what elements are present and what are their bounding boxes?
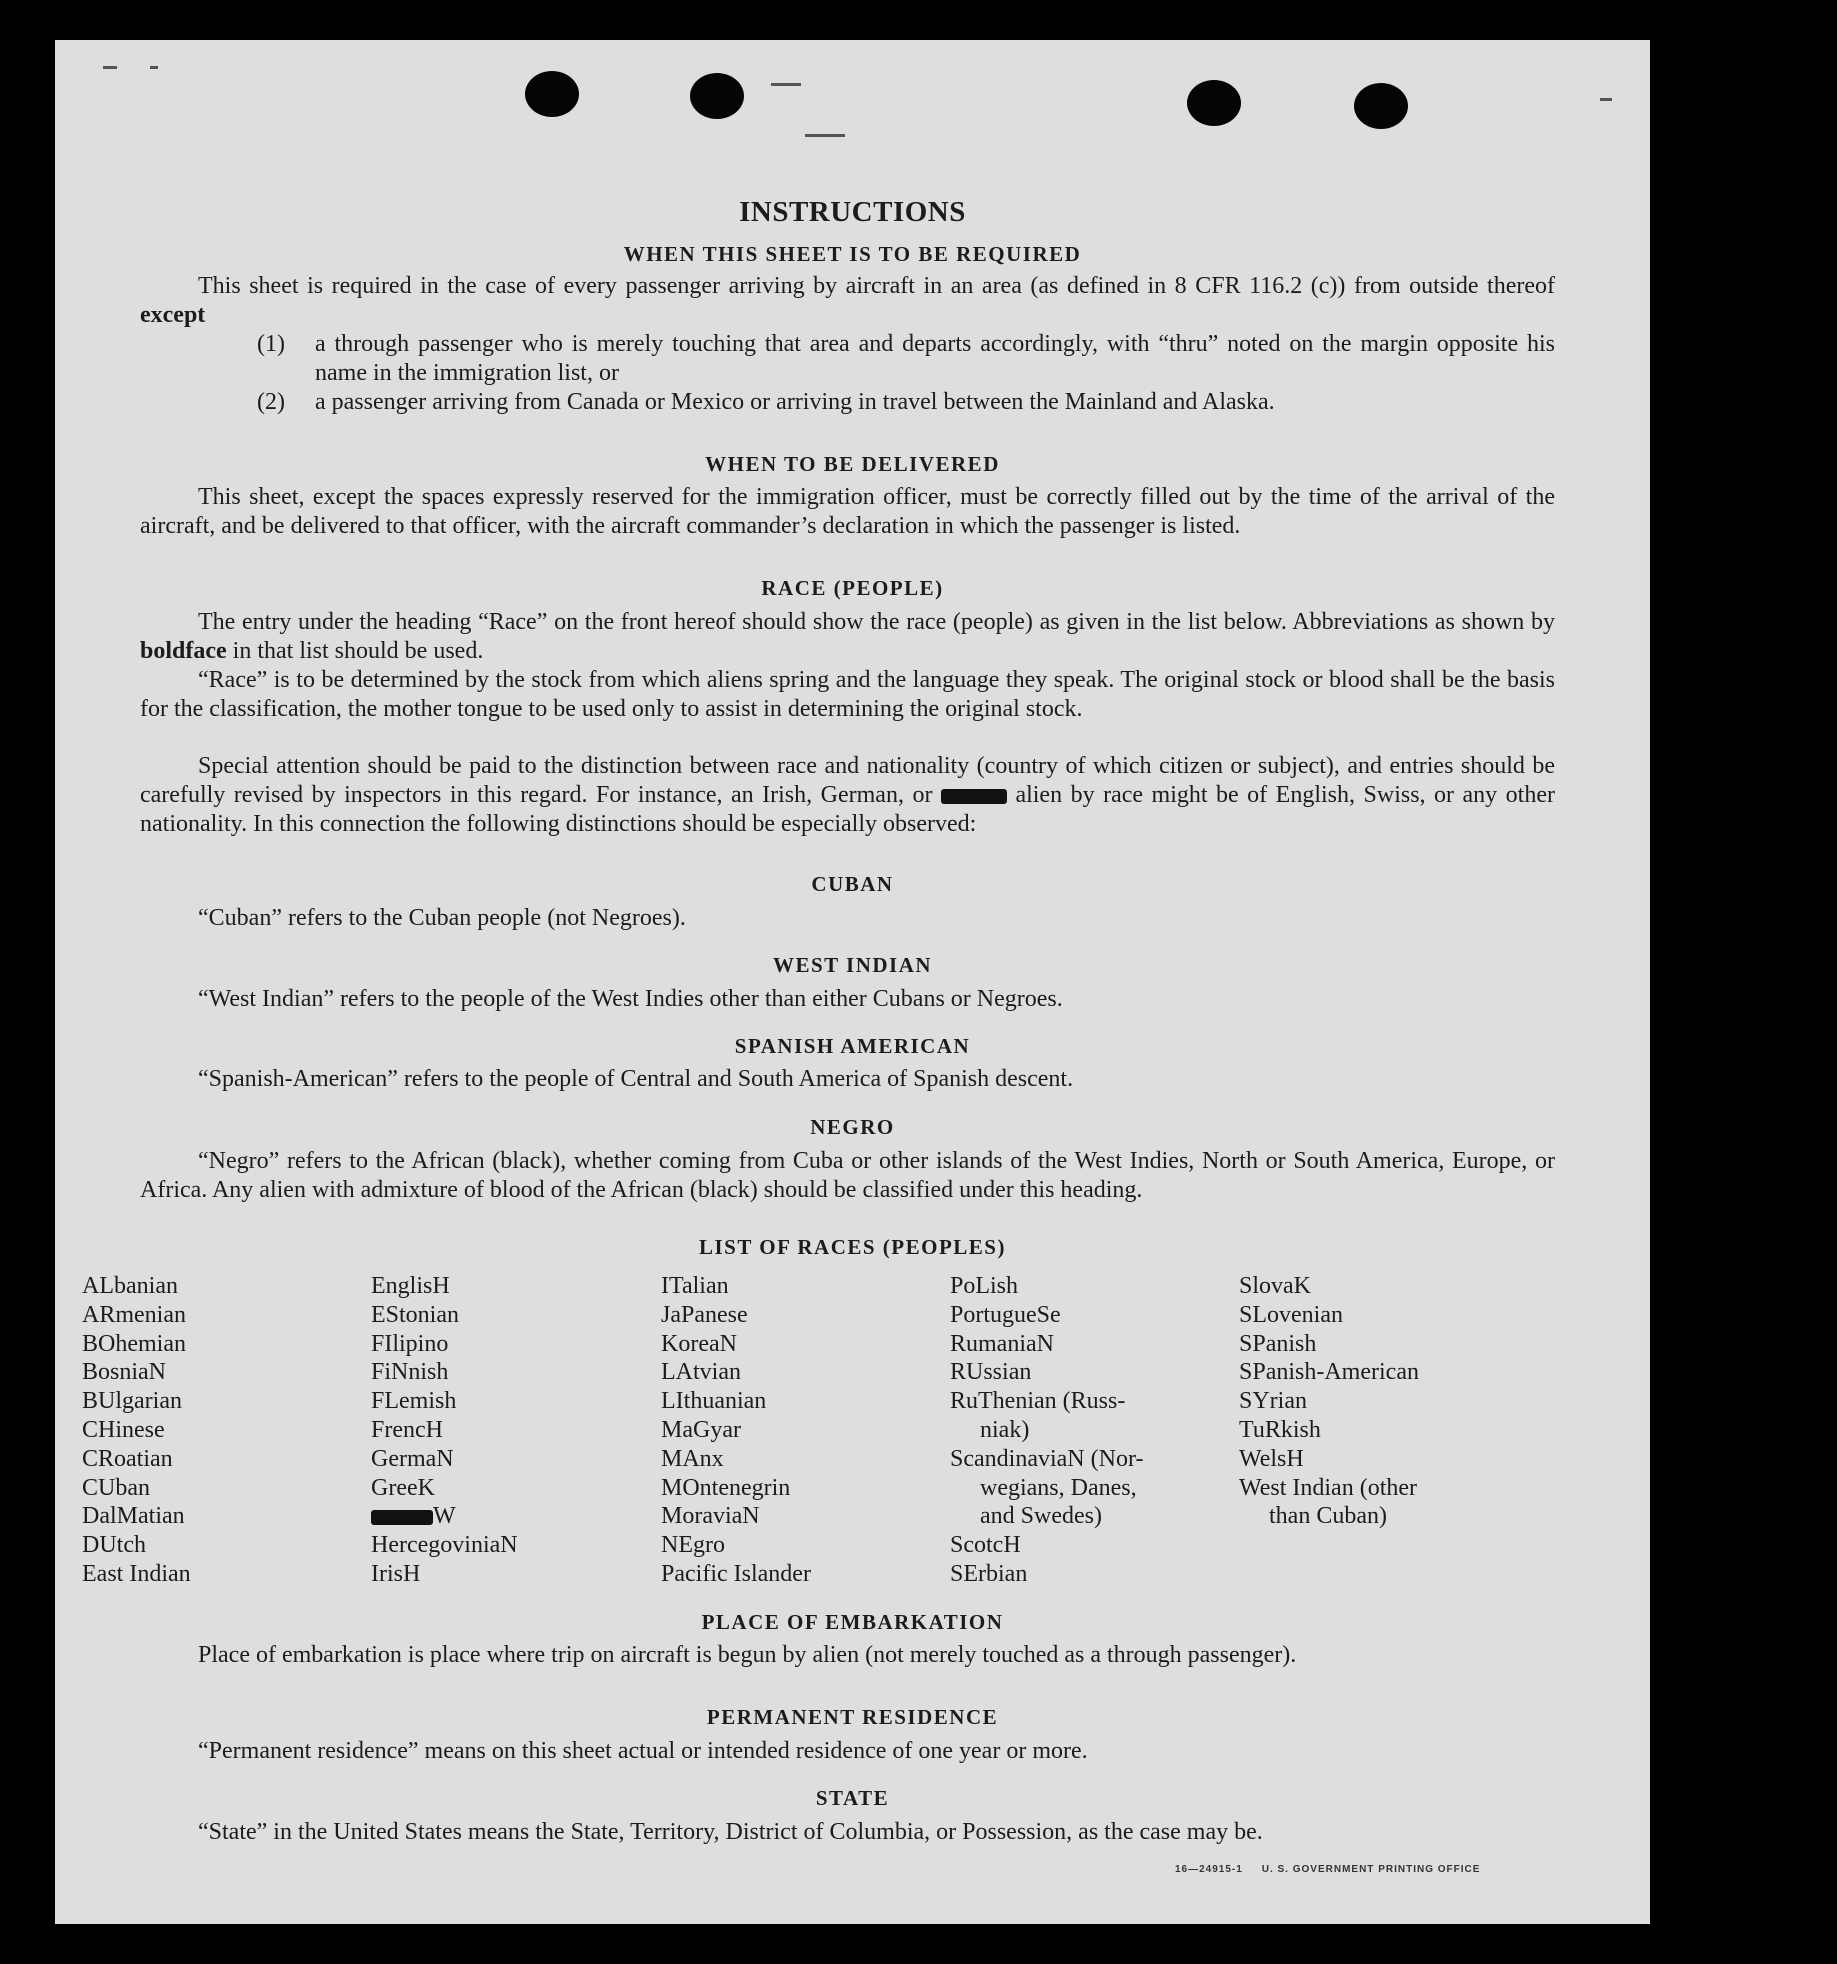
race-entry: ALbanian <box>82 1273 178 1299</box>
when-delivered-text: This sheet, except the spaces expressly reserved for the immigration officer, must be correctly filled out by the time of the arrival of the aircraft, and be delivered to that officer, with the aircraft commander’s declaration in which the passenger is listed. <box>140 484 1555 539</box>
punch-hole <box>1354 83 1408 129</box>
race-entry-continued: and Swedes) <box>980 1503 1102 1530</box>
scan-mark <box>805 134 845 137</box>
section-heading-list-of-races: LIST OF RACES (PEOPLES) <box>699 1235 1006 1259</box>
race-entry: MAnx <box>661 1445 724 1472</box>
race-entry: DUtch <box>82 1532 146 1559</box>
race-entry: MoraviaN <box>661 1503 760 1530</box>
race-entry: CRoatian <box>82 1445 173 1472</box>
race-paragraph-1: The entry under the heading “Race” on the front hereof should show the race (people) as given in the list below. Abbreviations as shown by boldface in that list should be used. <box>140 609 1555 664</box>
printer-imprint <box>1175 1864 1480 1875</box>
exception-item-1: (1) a through passenger who is merely touching that area and departs accordingly, with “thru” noted on the margin opposite his name in the immigration list, or <box>257 331 1555 386</box>
race-entry: FrencH <box>371 1416 443 1443</box>
race-entry: FIlipino <box>371 1330 449 1357</box>
exception-item-2: (2) a passenger arriving from Canada or Mexico or arriving in travel between the Mainland and Alaska. <box>257 389 1275 415</box>
race-column-2 <box>371 1272 518 1589</box>
race-entry: SPanish <box>1239 1330 1317 1357</box>
race-entry: NEgro <box>661 1532 725 1559</box>
punch-hole <box>690 73 744 119</box>
redaction-mark <box>941 789 1007 804</box>
section-heading-race: RACE (PEOPLE) <box>761 576 944 600</box>
section-heading-cuban: CUBAN <box>811 872 894 896</box>
race-column-5 <box>1239 1272 1419 1531</box>
section-heading-embarkation: PLACE OF EMBARKATION <box>701 1610 1004 1634</box>
section-heading-spanish-american: SPANISH AMERICAN <box>734 1034 971 1058</box>
race-entry: MOntenegrin <box>661 1474 791 1501</box>
race-entry: East Indian <box>82 1560 191 1587</box>
west-indian-text: “West Indian” refers to the people of the West Indies other than either Cubans or Negroes. <box>198 986 1063 1012</box>
section-heading-residence: PERMANENT RESIDENCE <box>706 1705 999 1729</box>
race-entry: RuThenian (Russ- <box>950 1388 1126 1415</box>
race-entry-continued: niak) <box>980 1416 1030 1443</box>
race-entry: RUssian <box>950 1359 1032 1386</box>
page-title: INSTRUCTIONS <box>739 196 966 228</box>
race-entry: CUban <box>82 1474 150 1501</box>
race-entry: EnglisH <box>371 1273 450 1299</box>
race-entry: MaGyar <box>661 1416 741 1443</box>
form-number: 16—24915-1 <box>1175 1864 1243 1875</box>
race-entry: ARmenian <box>82 1301 186 1328</box>
race-entry: PoLish <box>950 1273 1019 1299</box>
section-heading-state: STATE <box>815 1786 890 1810</box>
race-entry: BOhemian <box>82 1330 186 1357</box>
document-page <box>55 40 1650 1924</box>
scan-mark <box>771 83 801 86</box>
race-entry: SLovenian <box>1239 1301 1343 1328</box>
race-column-1 <box>82 1272 191 1589</box>
when-required-intro: This sheet is required in the case of every passenger arriving by aircraft in an area (as defined in 8 CFR 116.2 (c)) from outside thereof except <box>140 273 1555 328</box>
race-entry: SPanish-American <box>1239 1359 1419 1386</box>
residence-text: “Permanent residence” means on this sheet actual or intended residence of one year or more. <box>198 1738 1088 1764</box>
race-entry: HercegoviniaN <box>371 1532 518 1559</box>
race-entry-continued: than Cuban) <box>1269 1503 1387 1530</box>
scan-mark <box>1600 98 1612 101</box>
race-entry: IrisH <box>371 1560 421 1587</box>
section-heading-when-required: WHEN THIS SHEET IS TO BE REQUIRED <box>623 242 1082 266</box>
race-entry: ScandinaviaN (Nor- <box>950 1445 1144 1472</box>
race-entry: Pacific Islander <box>661 1560 811 1587</box>
scan-mark <box>103 66 117 69</box>
negro-text: “Negro” refers to the African (black), whether coming from Cuba or other islands of the West Indies, North or South America, Europe, or Africa. Any alien with admixture of blood of the African (black) should be classified under this heading. <box>140 1148 1555 1203</box>
section-heading-west-indian: WEST INDIAN <box>772 953 933 977</box>
race-entry: FLemish <box>371 1388 457 1415</box>
race-entry-redacted: W <box>371 1502 518 1531</box>
race-column-4 <box>950 1272 1143 1589</box>
race-entry: EStonian <box>371 1301 459 1328</box>
race-paragraph-3: Special attention should be paid to the distinction between race and nationality (country of which citizen or subject), and entries should be carefully revised by inspectors in this regard. For instance, an Irish, German, or alien by race might be of English, Swiss, or any other nationality. In this connection the following distinctions should be especially observed: <box>140 753 1555 837</box>
race-entry: PortugueSe <box>950 1301 1061 1328</box>
race-entry: ScotcH <box>950 1532 1021 1559</box>
race-entry: LIthuanian <box>661 1388 767 1415</box>
race-entry: West Indian (other <box>1239 1474 1418 1501</box>
race-entry: JaPanese <box>661 1301 748 1328</box>
race-entry: SErbian <box>950 1560 1028 1587</box>
race-entry: SlovaK <box>1239 1273 1311 1299</box>
spanish-american-text: “Spanish-American” refers to the people of Central and South America of Spanish descent. <box>198 1066 1074 1092</box>
printer-name: U. S. GOVERNMENT PRINTING OFFICE <box>1261 1864 1481 1875</box>
race-entry: TuRkish <box>1239 1416 1321 1443</box>
section-heading-when-delivered: WHEN TO BE DELIVERED <box>705 452 1000 476</box>
race-entry: BUlgarian <box>82 1388 182 1415</box>
race-entry: LAtvian <box>661 1359 741 1386</box>
race-entry: KoreaN <box>661 1330 737 1357</box>
race-entry: FiNnish <box>371 1359 449 1386</box>
race-entry: WelsH <box>1239 1445 1304 1472</box>
scan-mark <box>150 66 158 69</box>
race-entry: BosniaN <box>82 1359 166 1386</box>
redaction-mark <box>371 1510 433 1525</box>
section-heading-negro: NEGRO <box>810 1115 895 1139</box>
race-entry: ITalian <box>661 1273 729 1299</box>
race-column-3 <box>661 1272 811 1589</box>
race-paragraph-2: “Race” is to be determined by the stock from which aliens spring and the language they speak. The original stock or blood shall be the basis for the classification, the mother tongue to be used only to assist in determining the original stock. <box>140 667 1555 722</box>
race-entry: DalMatian <box>82 1503 185 1530</box>
punch-hole <box>1187 80 1241 126</box>
embarkation-text: Place of embarkation is place where trip on aircraft is begun by alien (not merely touched as a through passenger). <box>198 1642 1297 1668</box>
race-entry: GermaN <box>371 1445 454 1472</box>
race-entry: SYrian <box>1239 1388 1307 1415</box>
race-entry: GreeK <box>371 1474 435 1501</box>
race-entry-continued: wegians, Danes, <box>980 1474 1137 1501</box>
race-entry: RumaniaN <box>950 1330 1054 1357</box>
state-text: “State” in the United States means the State, Territory, District of Columbia, or Possession, as the case may be. <box>198 1819 1263 1845</box>
punch-hole <box>525 71 579 117</box>
race-entry: CHinese <box>82 1416 165 1443</box>
cuban-text: “Cuban” refers to the Cuban people (not Negroes). <box>198 905 686 931</box>
